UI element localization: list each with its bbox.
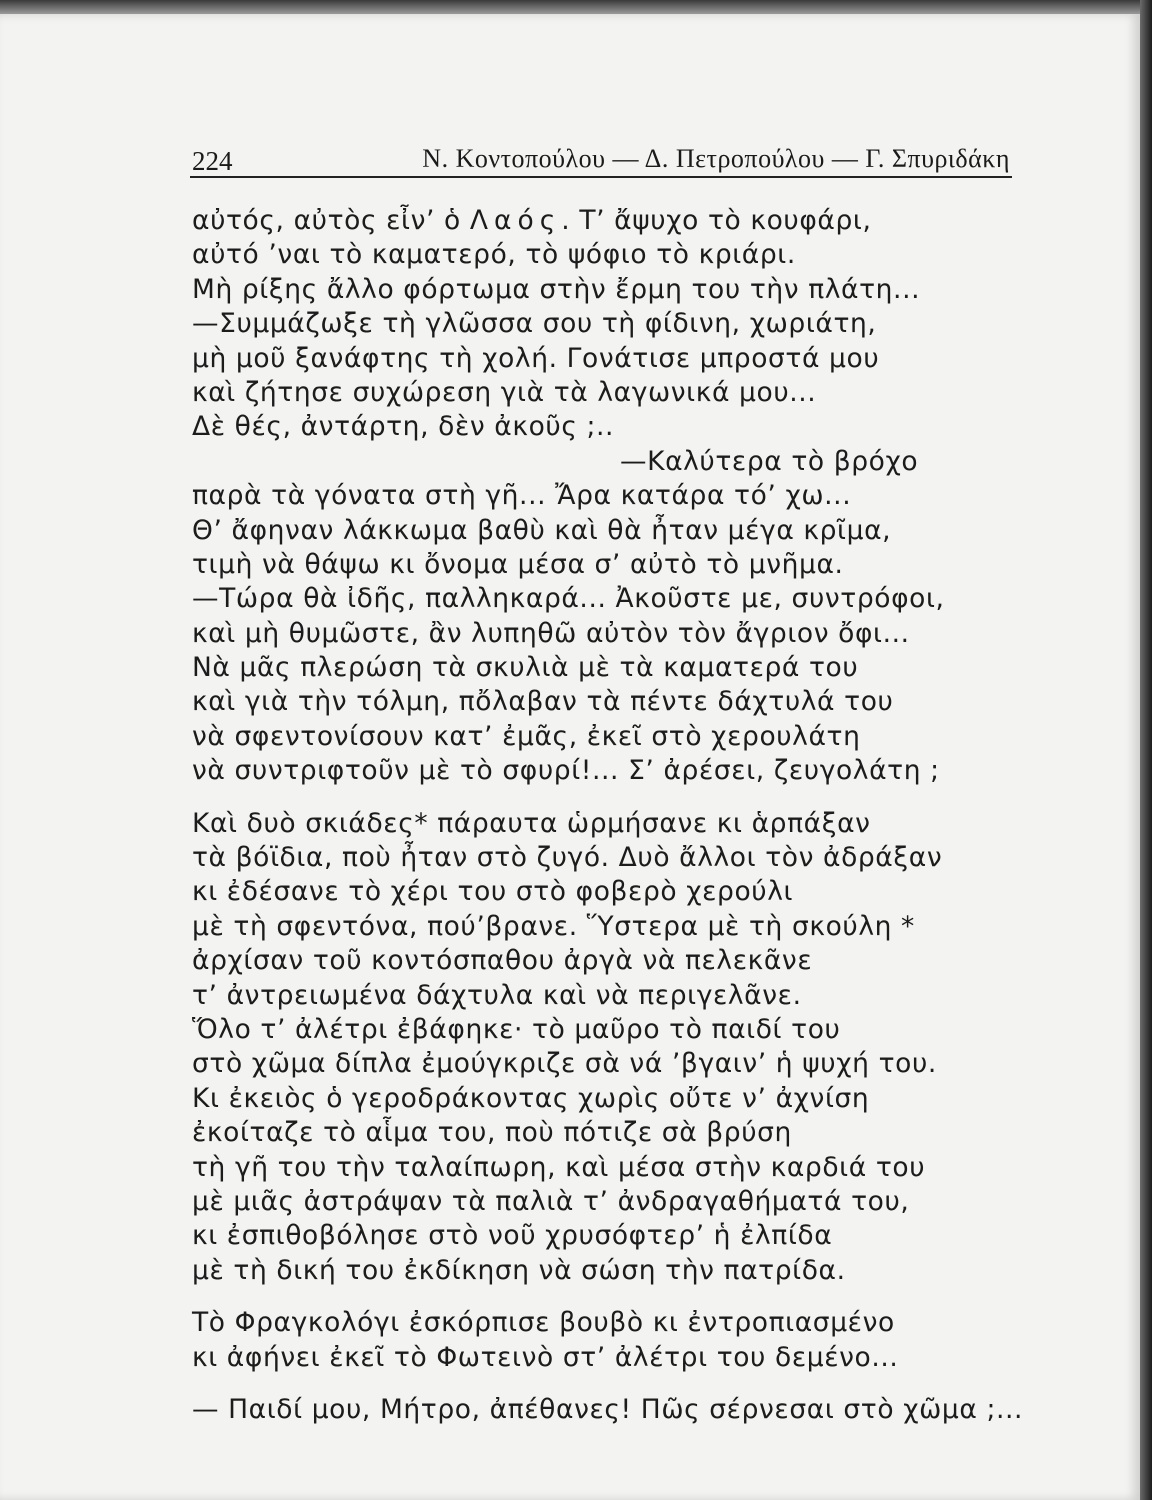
poem-line: Νὰ μᾶς πλερώση τὰ σκυλιὰ μὲ τὰ καματερά του	[192, 652, 859, 684]
poem-line: μὲ τὴ σφεντόνα, πού’βρανε. Ὕστερα μὲ τὴ σκούλη *	[192, 910, 915, 942]
poem-line: νὰ συντριφτοῦν μὲ τὸ σφυρί!... Σ’ ἀρέσει, ζευγολάτη ;	[192, 755, 940, 787]
spaced-word: Λαός	[469, 205, 562, 236]
stanza	[192, 1393, 1032, 1427]
poem-line: τιμὴ νὰ θάψω κι ὄνομα μέσα σ’ αὐτὸ τὸ μνῆμα.	[192, 548, 844, 580]
poem-line: Καὶ δυὸ σκιάδες* πάραυτα ὡρμήσανε κι ἁρπάξαν	[192, 807, 871, 839]
poem-line: μὲ μιᾶς ἀστράψαν τὰ παλιὰ τ’ ἀνδραγαθήματά του,	[192, 1185, 910, 1217]
stanza	[192, 204, 1032, 789]
running-head: Ν. Κοντοπούλου — Δ. Πετροπούλου — Γ. Σπυριδάκη	[422, 144, 1010, 173]
poem-line: τ’ ἀντρειωμένα δάχτυλα καὶ νὰ περιγελᾶνε.	[192, 979, 802, 1011]
poem-line: Θ’ ἄφηναν λάκκωμα βαθὺ καὶ θὰ ἦταν μέγα κρῖμα,	[192, 514, 892, 546]
poem-line: Ὅλο τ’ ἀλέτρι ἐβάφηκε· τὸ μαῦρο τὸ παιδί του	[192, 1013, 841, 1045]
poem-line: —Καλύτερα τὸ βρόχο	[620, 445, 919, 477]
poem-line: Μὴ ρίξης ἄλλο φόρτωμα στὴν ἔρμη του τὴν πλάτη...	[192, 273, 921, 305]
scan-right-edge	[1140, 0, 1152, 1500]
poem-line: ἀρχίσαν τοῦ κοντόσπαθου ἀργὰ νὰ πελεκᾶνε	[192, 945, 813, 977]
stanza	[192, 1306, 1032, 1375]
poem-line: στὸ χῶμα δίπλα ἐμούγκριζε σὰ νά ’βγαιν’ ἡ ψυχή του.	[192, 1048, 937, 1080]
poem-line: νὰ σφεντονίσουν κατ’ ἐμᾶς, ἐκεῖ στὸ χερουλάτη	[192, 720, 861, 752]
poem-line: ἐκοίταζε τὸ αἷμα του, ποὺ πότιζε σὰ βρύση	[192, 1117, 792, 1149]
poem-line: Κι ἐκειὸς ὁ γεροδράκοντας χωρὶς οὔτε ν’ ἀχνίση	[192, 1082, 870, 1114]
scan-top-edge	[0, 0, 1152, 14]
poem-line	[192, 204, 1032, 238]
poem-line: —Συμμάζωξε τὴ γλῶσσα σου τὴ φίδινη, χωριάτη,	[192, 308, 877, 340]
book-page	[0, 14, 1140, 1500]
line-segment: . Τ’ ἄψυχο τὸ κουφάρι,	[561, 205, 872, 236]
poem-line: κι ἐσπιθοβόλησε στὸ νοῦ χρυσόφτερ’ ἡ ἐλπίδα	[192, 1220, 833, 1252]
poem-line: μὲ τὴ δική του ἐκδίκηση νὰ σώση τὴν πατρίδα.	[192, 1254, 846, 1286]
poem-line: κι ἐδέσανε τὸ χέρι του στὸ φοβερὸ χερούλι	[192, 876, 794, 908]
poem-line: κι ἀφήνει ἐκεῖ τὸ Φωτεινὸ στ’ ἀλέτρι του δεμένο...	[192, 1341, 899, 1373]
poem-line: —Τώρα θὰ ἰδῆς, παλληκαρά... Ἀκοῦστε με, συντρόφοι,	[192, 583, 945, 615]
page-header	[190, 142, 1012, 178]
poem-line: Δὲ θές, ἀντάρτη, δὲν ἀκοῦς ;..	[192, 411, 615, 443]
poem-line: παρὰ τὰ γόνατα στὴ γῆ... Ἄρα κατάρα τό’ χω...	[192, 480, 852, 512]
stanza	[192, 807, 1032, 1288]
poem-line: καὶ μὴ θυμῶστε, ἂν λυπηθῶ αὐτὸν τὸν ἄγριον ὄφι...	[192, 617, 910, 649]
poem-text	[192, 204, 1032, 1427]
poem-line: τὴ γῆ του τὴν ταλαίπωρη, καὶ μέσα στὴν καρδιά του	[192, 1151, 926, 1183]
poem-line: μὴ μοῦ ξανάφτης τὴ χολή. Γονάτισε μπροστά μου	[192, 342, 880, 374]
line-segment: αὐτός, αὐτὸς εἶν’ ὁ	[192, 205, 470, 236]
poem-line: τὰ βόϊδια, ποὺ ἦταν στὸ ζυγό. Δυὸ ἄλλοι τὸν ἀδράξαν	[192, 842, 943, 874]
poem-line: Τὸ Φραγκολόγι ἐσκόρπισε βουβὸ κι ἐντροπιασμένο	[192, 1307, 895, 1339]
poem-line: — Παιδί μου, Μήτρο, ἀπέθανες! Πῶς σέρνεσαι στὸ χῶμα ;...	[192, 1393, 1024, 1425]
poem-line: καὶ γιὰ τὴν τόλμη, πὄλαβαν τὰ πέντε δάχτυλά του	[192, 686, 894, 718]
poem-line: καὶ ζήτησε συχώρεση γιὰ τὰ λαγωνικά μου...	[192, 376, 817, 408]
poem-line: αὐτό ’ναι τὸ καματερό, τὸ ψόφιο τὸ κριάρι.	[192, 239, 796, 271]
page-number: 224	[192, 146, 233, 176]
